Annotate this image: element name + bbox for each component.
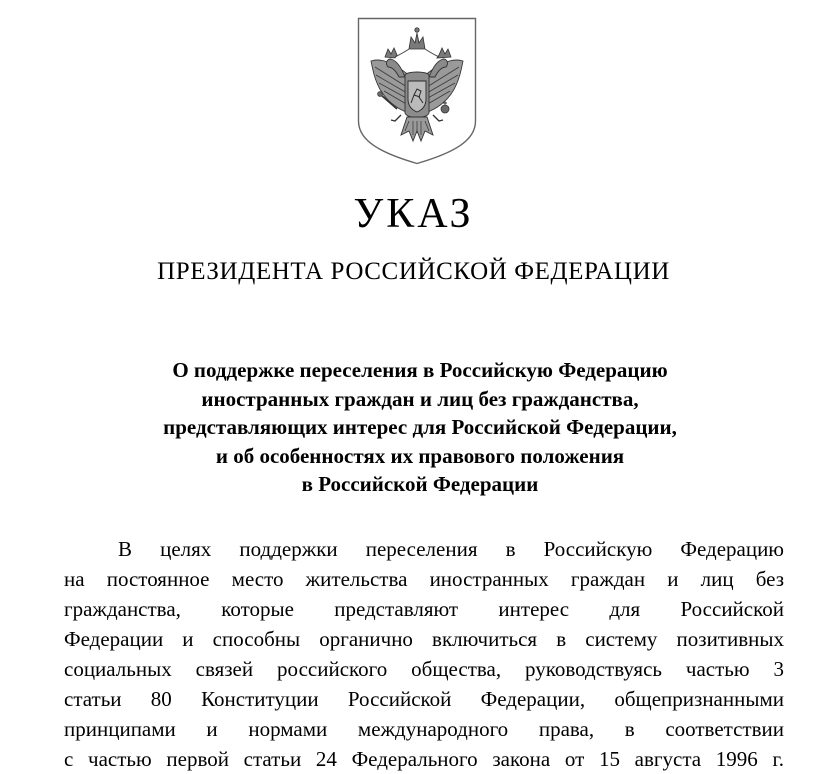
body-text-line: социальных связей российского общества, руководствуясь частью 3 bbox=[64, 657, 784, 681]
document-type-heading: УКАЗ bbox=[353, 191, 474, 237]
decree-title-line: иностранных граждан и лиц без гражданства, bbox=[201, 386, 639, 411]
body-text-line: гражданства, которые представляют интерес для Российской bbox=[64, 597, 784, 621]
body-text-line: статьи 80 Конституции Российской Федерации, общепризнанными bbox=[64, 687, 784, 711]
decree-title bbox=[60, 356, 780, 499]
decree-title-line: О поддержке переселения в Российскую Федерацию bbox=[172, 358, 668, 382]
body-text-line: В целях поддержки переселения в Российскую Федерацию bbox=[118, 537, 784, 561]
issuer-heading: ПРЕЗИДЕНТА РОССИЙСКОЙ ФЕДЕРАЦИИ bbox=[157, 258, 670, 285]
decree-title-line: представляющих интерес для Российской Федерации, bbox=[163, 415, 677, 439]
body-text-line: Федерации и способны органично включиться в систему позитивных bbox=[64, 627, 784, 651]
body-text-line: с частью первой статьи 24 Федерального закона от 15 августа 1996 г. bbox=[64, 747, 784, 771]
decree-title-line: в Российской Федерации bbox=[301, 472, 539, 496]
decree-body-paragraph bbox=[64, 534, 784, 774]
body-text-line: на постоянное место жительства иностранных граждан и лиц без bbox=[64, 567, 784, 591]
decree-title-line: и об особенностях их правового положения bbox=[215, 443, 625, 468]
coat-of-arms-double-headed-eagle-icon bbox=[357, 17, 477, 165]
coat-of-arms-emblem bbox=[357, 17, 477, 165]
body-text-line: принципами и нормами международного права, в соответствии bbox=[64, 717, 784, 741]
